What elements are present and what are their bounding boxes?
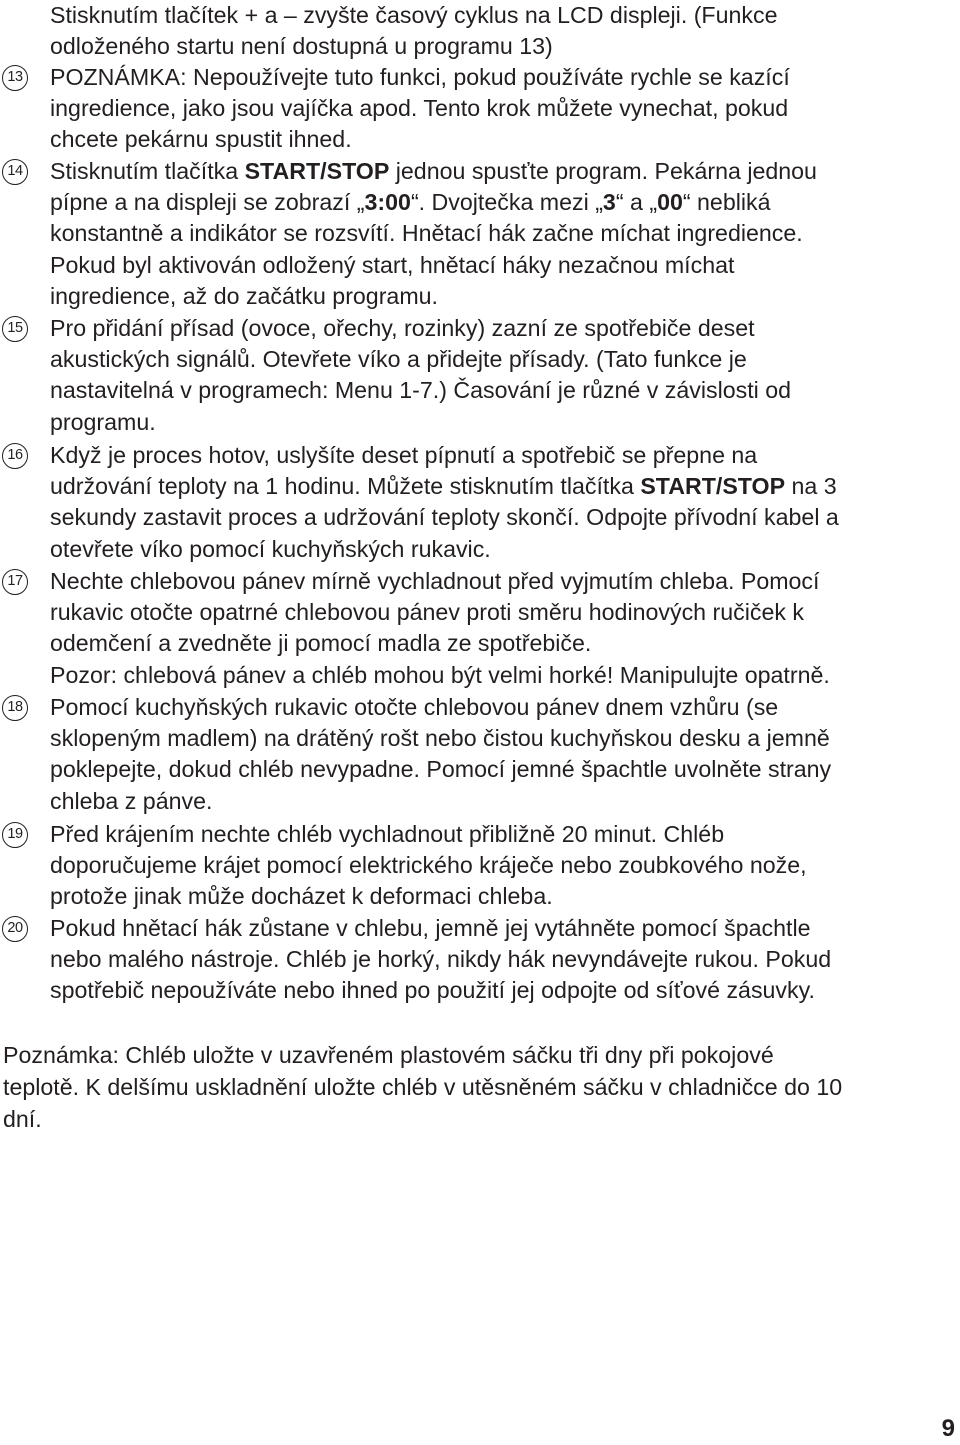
step-number-badge: 20 [2,916,28,942]
text-line: Pro přidání přísad (ovoce, ořechy, rozinky) zazní ze spotřebiče deset [50,315,755,341]
text-line: nastavitelná v programech: Menu 1-7.) Časování je různé v závislosti od [50,377,792,403]
text-line: ingredience, až do začátku programu. [50,283,438,309]
display-time-value: 3:00 [364,189,411,215]
step-number-badge: 15 [2,316,28,342]
text-line: Poznámka: Chléb uložte v uzavřeném plastovém sáčku tři dny při pokojové [3,1042,774,1068]
text-line: spotřebič nepoužíváte nebo ihned po použití jej odpojte od síťové zásuvky. [50,977,815,1003]
text-line: programu. [50,409,156,435]
text-line: chleba z pánve. [50,788,213,814]
start-stop-label: START/STOP [640,473,786,499]
text-line: odloženého startu není dostupná u programu 13) [50,33,553,59]
text-line: ingredience, jako jsou vajíčka apod. Tento krok můžete vynechat, pokud [50,95,789,121]
text-line: sekundy zastavit proces a udržování teploty skončí. Odpojte přívodní kabel a [50,504,839,530]
text-line: otevřete víko pomocí kuchyňských rukavic. [50,536,491,562]
text-line: konstantně a indikátor se rozsvítí. Hnětací hák začne míchat ingredience. [50,220,803,246]
text-line: akustických signálů. Otevřete víko a přidejte přísady. (Tato funkce je [50,346,747,372]
step-number-badge: 13 [2,65,28,91]
text-line: Stisknutím tlačítek + a – zvyšte časový cyklus na LCD displeji. (Funkce [50,2,778,28]
warning-line: Pozor: chlebová pánev a chléb mohou být velmi horké! Manipulujte opatrně. [50,662,830,688]
text-line: odemčení a zvedněte ji pomocí madla ze spotřebiče. [50,630,592,656]
text-line: teplotě. K delšímu uskladnění uložte chléb v utěsněném sáčku v chladničce do 10 [3,1074,843,1100]
text-line: dní. [3,1106,42,1132]
text-line: Pokud hnětací hák zůstane v chlebu, jemně jej vytáhněte pomocí špachtle [50,915,811,941]
text-line: udržování teploty na 1 hodinu. Můžete stisknutím tlačítka START/STOP na 3 [50,473,837,499]
text-line: poklepejte, dokud chléb nevypadne. Pomocí jemné špachtle uvolněte strany [50,756,832,782]
text-line: Nechte chlebovou pánev mírně vychladnout před vyjmutím chleba. Pomocí [50,568,820,594]
text-line: chcete pekárnu spustit ihned. [50,126,352,152]
text-line: Stisknutím tlačítka START/STOP jednou spusťte program. Pekárna jednou [50,158,817,184]
text-line: pípne a na displeji se zobrazí „3:00“. Dvojtečka mezi „3“ a „00“ nebliká [50,189,771,215]
text-line: Pomocí kuchyňských rukavic otočte chlebovou pánev dnem vzhůru (se [50,694,779,720]
text-line: Pokud byl aktivován odložený start, hnětací háky nezačnou míchat [50,252,735,278]
step-number-badge: 16 [2,443,28,469]
text-line: Když je proces hotov, uslyšíte deset pípnutí a spotřebič se přepne na [50,442,758,468]
text-line: sklopeným madlem) na drátěný rošt nebo čistou kuchyňskou desku a jemně [50,725,830,751]
text-line: protože jinak může docházet k deformaci chleba. [50,883,553,909]
step-number-badge: 14 [2,159,28,185]
page-number: 9 [941,1415,955,1442]
text-line: doporučujeme krájet pomocí elektrického kráječe nebo zoubkového nože, [50,852,807,878]
text-line: rukavic otočte opatrné chlebovou pánev proti směru hodinových ručiček k [50,599,805,625]
start-stop-label: START/STOP [244,158,390,184]
step-number-badge: 18 [2,695,28,721]
text-line: nebo malého nástroje. Chléb je horký, nikdy hák nevyndávejte rukou. Pokud [50,946,832,972]
step-number-badge: 17 [2,569,28,595]
text-line: POZNÁMKA: Nepoužívejte tuto funkci, pokud používáte rychle se kazící [50,64,790,90]
text-line: Před krájením nechte chléb vychladnout přibližně 20 minut. Chléb [50,821,725,847]
step-number-badge: 19 [2,822,28,848]
